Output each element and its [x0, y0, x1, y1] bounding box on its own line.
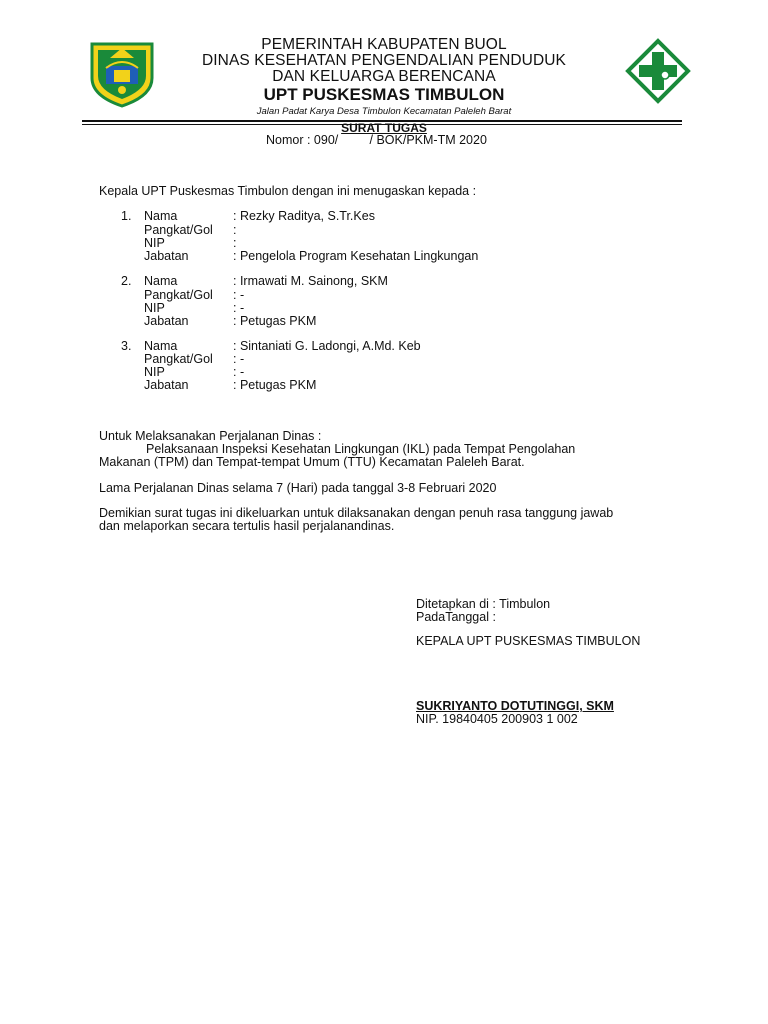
- letter-number: Nomor : 090/ / BOK/PKM-TM 2020: [266, 133, 487, 147]
- header-government: PEMERINTAH KABUPATEN BUOL: [261, 36, 507, 53]
- label-jabatan: Jabatan: [144, 378, 189, 392]
- label-jabatan: Jabatan: [144, 249, 189, 263]
- closing-line-2: dan melaporkan secara tertulis hasil perjalanandinas.: [99, 519, 395, 533]
- value-nama: : Irmawati M. Sainong, SKM: [233, 274, 388, 288]
- person-number: 1.: [121, 209, 132, 223]
- label-nip: NIP: [144, 301, 165, 315]
- value-pangkat: : -: [233, 352, 245, 366]
- value-nama: : Sintaniati G. Ladongi, A.Md. Keb: [233, 339, 421, 353]
- purpose-line-1: Pelaksanaan Inspeksi Kesehatan Lingkungan (IKL) pada Tempat Pengolahan: [146, 442, 576, 456]
- person-number: 3.: [121, 339, 132, 353]
- closing-line-1: Demikian surat tugas ini dikeluarkan untuk dilaksanakan dengan penuh rasa tanggung jawab: [99, 506, 614, 520]
- signature-position: KEPALA UPT PUSKESMAS TIMBULON: [416, 634, 641, 648]
- purpose-intro: Untuk Melaksanakan Perjalanan Dinas :: [99, 429, 322, 443]
- value-nip: : -: [233, 301, 245, 315]
- value-jabatan: : Petugas PKM: [233, 314, 317, 328]
- value-nama: : Rezky Raditya, S.Tr.Kes: [233, 209, 375, 223]
- signature-place: Ditetapkan di : Timbulon: [416, 597, 551, 611]
- label-nama: Nama: [144, 209, 178, 223]
- purpose-line-2: Makanan (TPM) dan Tempat-tempat Umum (TTU) Kecamatan Paleleh Barat.: [99, 455, 525, 469]
- value-nip: :: [233, 236, 237, 250]
- letter-title: SURAT TUGAS: [341, 121, 427, 135]
- signature-date: PadaTanggal :: [416, 610, 496, 624]
- duration-text: Lama Perjalanan Dinas selama 7 (Hari) pada tanggal 3-8 Februari 2020: [99, 481, 497, 495]
- header-institution: UPT PUSKESMAS TIMBULON: [263, 85, 505, 104]
- label-nama: Nama: [144, 274, 178, 288]
- label-nip: NIP: [144, 236, 165, 250]
- header-address: Jalan Padat Karya Desa Timbulon Kecamatan Paleleh Barat: [256, 106, 512, 117]
- label-nip: NIP: [144, 365, 165, 379]
- value-pangkat: : -: [233, 288, 245, 302]
- header-department: DINAS KESEHATAN PENGENDALIAN PENDUDUK: [201, 52, 566, 69]
- value-pangkat: :: [233, 223, 237, 237]
- header-department-cont: DAN KELUARGA BERENCANA: [272, 68, 496, 85]
- value-nip: : -: [233, 365, 245, 379]
- intro-text: Kepala UPT Puskesmas Timbulon dengan ini menugaskan kepada :: [99, 184, 477, 198]
- signatory-nip: NIP. 19840405 200903 1 002: [416, 712, 578, 726]
- label-jabatan: Jabatan: [144, 314, 189, 328]
- value-jabatan: : Pengelola Program Kesehatan Lingkungan: [233, 249, 479, 263]
- signatory-name: SUKRIYANTO DOTUTINGGI, SKM: [416, 699, 614, 713]
- person-number: 2.: [121, 274, 132, 288]
- label-pangkat: Pangkat/Gol: [144, 223, 213, 237]
- label-pangkat: Pangkat/Gol: [144, 288, 213, 302]
- label-pangkat: Pangkat/Gol: [144, 352, 213, 366]
- label-nama: Nama: [144, 339, 178, 353]
- value-jabatan: : Petugas PKM: [233, 378, 317, 392]
